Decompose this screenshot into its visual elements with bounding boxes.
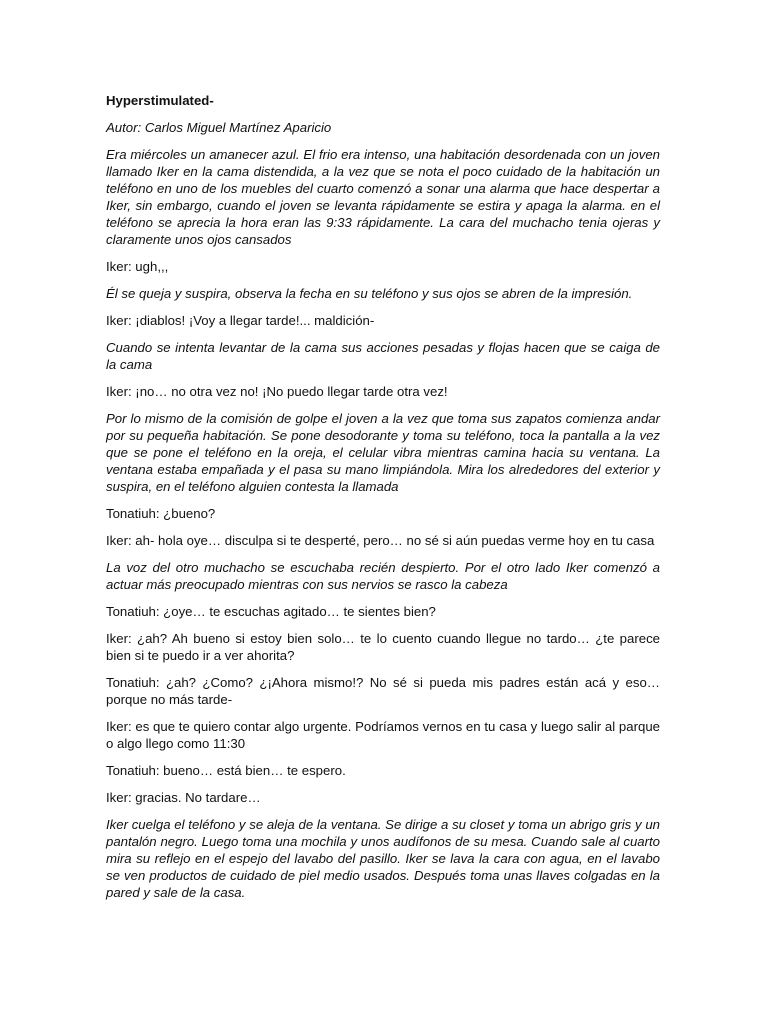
document-page (106, 92, 660, 911)
paragraph-dialogue: Iker: ah- hola oye… disculpa si te desperté, pero… no sé si aún puedas verme hoy en tu casa (106, 533, 655, 548)
paragraph-dialogue: Tonatiuh: bueno… está bien… te espero. (106, 763, 346, 778)
paragraph-dialogue: Iker: ¡no… no otra vez no! ¡No puedo llegar tarde otra vez! (106, 384, 448, 399)
paragraph-narration: La voz del otro muchacho se escuchaba recién despierto. Por el otro lado Iker comenzó a actuar más preocupado mientras con sus nervios se rasco la cabeza (106, 560, 660, 592)
paragraph-dialogue: Iker: ¿ah? Ah bueno si estoy bien solo… te lo cuento cuando llegue no tardo… ¿te parece bien si te puedo ir a ver ahorita? (106, 631, 660, 663)
paragraph-dialogue: Tonatiuh: ¿bueno? (106, 506, 216, 521)
paragraph-dialogue: Iker: es que te quiero contar algo urgente. Podríamos vernos en tu casa y luego salir al parque o algo llego como 11:30 (106, 719, 660, 751)
paragraph-narration: Por lo mismo de la comisión de golpe el joven a la vez que toma sus zapatos comienza andar por su pequeña habitación. Se pone desodorante y toma su teléfono, toca la pantalla a la vez que se pone el teléfono en la oreja, el celular vibra mientras camina hacia su ventana. La ventana estaba empañada y el pasa su mano limpiándola. Mira los alrededores del exterior y suspira, en el teléfono alguien contesta la llamada (106, 411, 660, 494)
paragraph-narration: Era miércoles un amanecer azul. El frio era intenso, una habitación desordenada con un joven llamado Iker en la cama distendida, a la vez que se nota el poco cuidado de la habitación un teléfono en uno de los muebles del cuarto comenzó a sonar una alarma que hace despertar a Iker, sin embargo, cuando el joven se levanta rápidamente se estira y apaga la alarma. en el teléfono se aprecia la hora eran las 9:33 rápidamente. La cara del muchacho tenia ojeras y claramente unos ojos cansados (106, 147, 660, 247)
paragraph-dialogue: Iker: ugh,,, (106, 259, 169, 274)
paragraph-dialogue: Tonatiuh: ¿oye… te escuchas agitado… te sientes bien? (106, 604, 436, 619)
paragraph-dialogue: Iker: gracias. No tardare… (106, 790, 261, 805)
paragraph-narration: Iker cuelga el teléfono y se aleja de la ventana. Se dirige a su closet y toma un abrigo gris y un pantalón negro. Luego toma una mochila y unos audífonos de su mesa. Cuando sale al cuarto mira su reflejo en el espejo del lavabo del pasillo. Iker se lava la cara con agua, en el lavabo se ven productos de cuidado de piel medio usados. Después toma unas llaves colgadas en la pared y sale de la casa. (106, 817, 660, 900)
paragraph-narration: Cuando se intenta levantar de la cama sus acciones pesadas y flojas hacen que se caiga de la cama (106, 340, 660, 372)
author-line: Autor: Carlos Miguel Martínez Aparicio (106, 120, 332, 135)
paragraph-dialogue: Tonatiuh: ¿ah? ¿Como? ¿¡Ahora mismo!? No sé si pueda mis padres están acá y eso… porque no más tarde- (106, 675, 660, 707)
document-title: Hyperstimulated- (106, 93, 214, 108)
paragraph-dialogue: Iker: ¡diablos! ¡Voy a llegar tarde!... maldición- (106, 313, 375, 328)
paragraph-narration: Él se queja y suspira, observa la fecha en su teléfono y sus ojos se abren de la impresión. (106, 286, 633, 301)
